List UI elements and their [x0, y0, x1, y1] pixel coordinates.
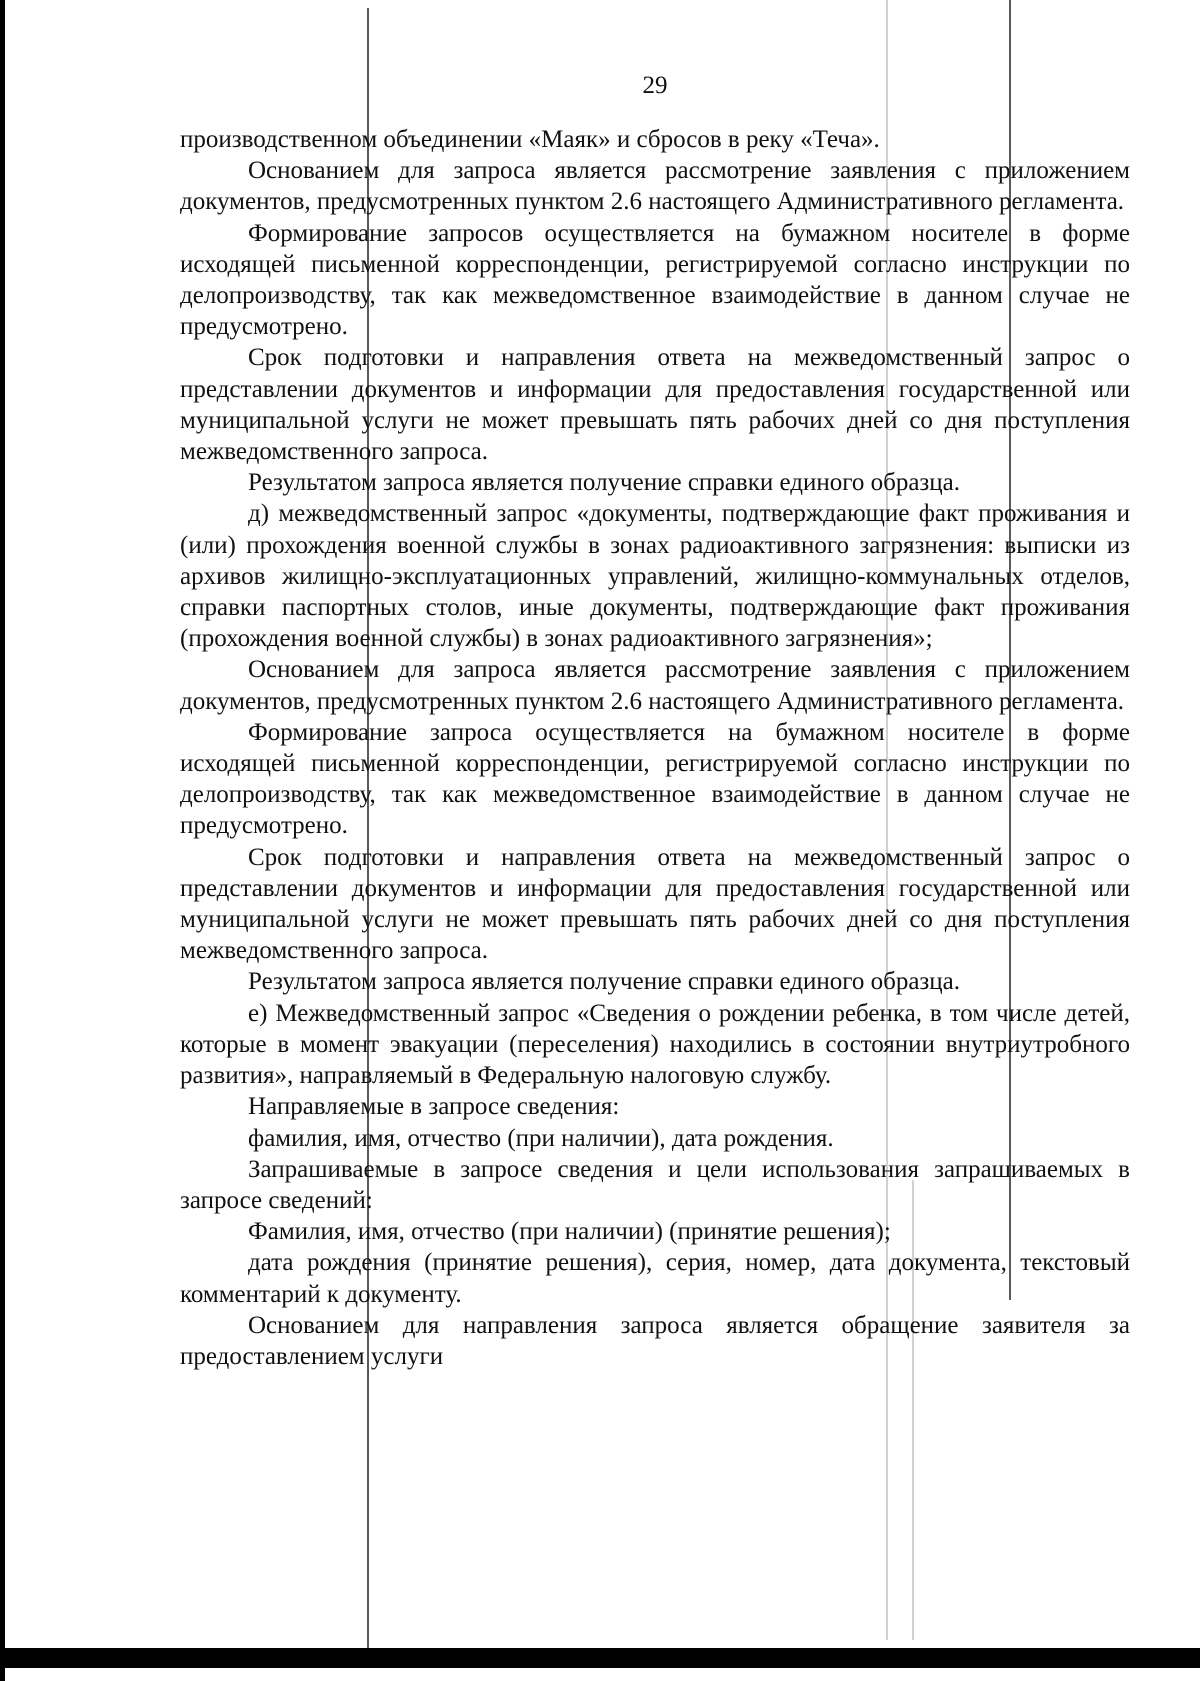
paragraph: производственном объединении «Маяк» и сбросов в реку «Теча».	[180, 126, 880, 153]
paragraph: Основанием для направления запроса является обращение заявителя за предоставлением услуги	[180, 1311, 1130, 1370]
scan-left-edge	[0, 0, 5, 1681]
paragraph: Фамилия, имя, отчество (при наличии) (принятие решения);	[248, 1218, 891, 1246]
paragraph: Срок подготовки и направления ответа на межведомственный запрос о представлении документов и информации для предоставления государственной или муниципальной услуги не может превышать пять рабочих дней со дня поступления межведомственного запроса.	[180, 843, 1130, 965]
paragraph: д) межведомственный запрос «документы, подтверждающие факт проживания и (или) прохождения военной службы в зонах радиоактивного загрязнения: выписки из архивов жилищно-эксплуатационных управлений, жилищно-коммунальных отделов, справки паспортных столов, иные документы, подтверждающие факт проживания (прохождения военной службы) в зонах радиоактивного загрязнения»;	[180, 500, 1130, 653]
paragraph: Основанием для запроса является рассмотрение заявления с приложением документов, предусмотренных пунктом 2.6 настоящего Административного регламента.	[180, 656, 1130, 715]
paragraph: Формирование запроса осуществляется на бумажном носителе в форме исходящей письменной корреспонденции, регистрируемой согласно инструкции по делопроизводству, так как межведомственное взаимодействие в данном случае не предусмотрено.	[180, 718, 1130, 840]
page-number: 29	[642, 72, 668, 99]
paragraph: Формирование запросов осуществляется на бумажном носителе в форме исходящей письменной корреспонденции, регистрируемой согласно инструкции по делопроизводству, так как межведомственное взаимодействие в данном случае не предусмотрено.	[180, 219, 1130, 341]
paragraph: Результатом запроса является получение справки единого образца.	[248, 469, 961, 497]
paragraph: Направляемые в запросе сведения:	[248, 1093, 620, 1121]
paragraph: Запрашиваемые в запросе сведения и цели использования запрашиваемых в запросе сведений:	[180, 1155, 1130, 1214]
paragraph: дата рождения (принятие решения), серия, номер, дата документа, текстовый комментарий к документу.	[180, 1249, 1130, 1308]
paragraph: Основанием для запроса является рассмотрение заявления с приложением документов, предусмотренных пунктом 2.6 настоящего Административного регламента.	[180, 157, 1130, 216]
document-body	[180, 124, 1130, 1372]
scan-bottom-band	[0, 1648, 1200, 1668]
paragraph: Срок подготовки и направления ответа на межведомственный запрос о представлении документов и информации для предоставления государственной или муниципальной услуги не может превышать пять рабочих дней со дня поступления межведомственного запроса.	[180, 344, 1130, 466]
paragraph: Результатом запроса является получение справки единого образца.	[248, 968, 961, 996]
paragraph: е) Межведомственный запрос «Сведения о рождении ребенка, в том числе детей, которые в момент эвакуации (переселения) находились в состоянии внутриутробного развития», направляемый в Федеральную налоговую службу.	[180, 999, 1130, 1090]
paragraph: фамилия, имя, отчество (при наличии), дата рождения.	[248, 1124, 834, 1152]
